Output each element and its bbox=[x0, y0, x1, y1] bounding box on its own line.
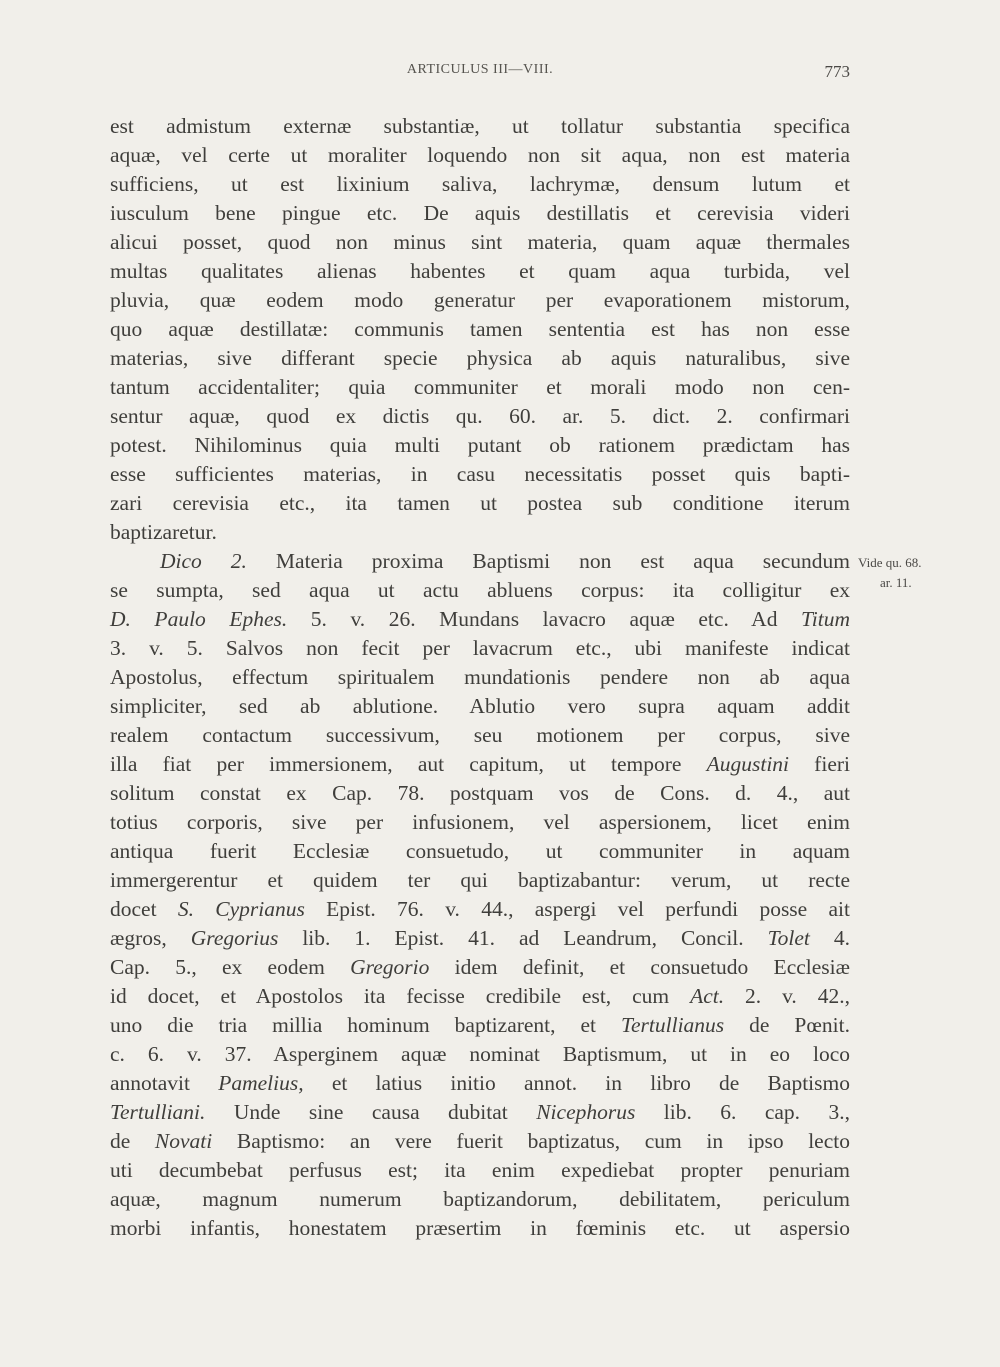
text-line: immergerentur et quidem ter qui baptizabantur: verum, ut recte bbox=[110, 868, 850, 892]
text-line: antiqua fuerit Ecclesiæ consuetudo, ut communiter in aquam bbox=[110, 839, 850, 863]
text-line: id docet, et Apostolos ita fecisse credibile est, cum Act. 2. v. 42., bbox=[110, 984, 850, 1008]
margin-note bbox=[858, 553, 968, 593]
text-line: annotavit Pamelius, et latius initio annot. in libro de Baptismo bbox=[110, 1071, 850, 1095]
text-line: iusculum bene pingue etc. De aquis destillatis et cerevisia videri bbox=[110, 201, 850, 225]
text-line: baptizaretur. bbox=[110, 520, 217, 544]
text-line: quo aquæ destillatæ: communis tamen sententia est has non esse bbox=[110, 317, 850, 341]
body-text bbox=[110, 112, 850, 1243]
page-number: 773 bbox=[824, 62, 850, 81]
text-line: morbi infantis, honestatem præsertim in fœminis etc. ut aspersio bbox=[110, 1216, 850, 1240]
text-line: solitum constat ex Cap. 78. postquam vos de Cons. d. 4., aut bbox=[110, 781, 850, 805]
text-line: tantum accidentaliter; quia communiter et morali modo non cen- bbox=[110, 375, 850, 399]
text-line: Dico 2. Materia proxima Baptismi non est aqua secundum bbox=[160, 549, 850, 573]
text-line: materias, sive differant specie physica ab aquis naturalibus, sive bbox=[110, 346, 850, 370]
text-line: potest. Nihilominus quia multi putant ob rationem prædictam has bbox=[110, 433, 850, 457]
text-line: esse sufficientes materias, in casu necessitatis posset quis bapti- bbox=[110, 462, 850, 486]
text-line: c. 6. v. 37. Asperginem aquæ nominat Baptismum, ut in eo loco bbox=[110, 1042, 850, 1066]
text-line: simpliciter, sed ab ablutione. Ablutio vero supra aquam addit bbox=[110, 694, 850, 718]
text-line: realem contactum successivum, seu motionem per corpus, sive bbox=[110, 723, 850, 747]
running-header bbox=[110, 62, 850, 86]
text-line: docet S. Cyprianus Epist. 76. v. 44., aspergi vel perfundi posse ait bbox=[110, 897, 850, 921]
running-header-title: ARTICULUS III—VIII. bbox=[406, 62, 554, 77]
text-line: ægros, Gregorius lib. 1. Epist. 41. ad Leandrum, Concil. Tolet 4. bbox=[110, 926, 850, 950]
text-line: est admistum externæ substantiæ, ut tollatur substantia specifica bbox=[110, 114, 850, 138]
text-line: zari cerevisia etc., ita tamen ut postea sub conditione iterum bbox=[110, 491, 850, 515]
text-line: illa fiat per immersionem, aut capitum, ut tempore Augustini fieri bbox=[110, 752, 850, 776]
text-line: aquæ, magnum numerum baptizandorum, debilitatem, periculum bbox=[110, 1187, 850, 1211]
text-line: uti decumbebat perfusus est; ita enim expediebat propter penuriam bbox=[110, 1158, 850, 1182]
text-line: sentur aquæ, quod ex dictis qu. 60. ar. 5. dict. 2. confirmari bbox=[110, 404, 850, 428]
margin-note-line: Vide qu. 68. bbox=[858, 555, 922, 570]
margin-note-line: ar. 11. bbox=[880, 575, 912, 590]
text-line: multas qualitates alienas habentes et quam aqua turbida, vel bbox=[110, 259, 850, 283]
text-line: de Novati Baptismo: an vere fuerit baptizatus, cum in ipso lecto bbox=[110, 1129, 850, 1153]
text-line: totius corporis, sive per infusionem, vel aspersionem, licet enim bbox=[110, 810, 850, 834]
text-line: pluvia, quæ eodem modo generatur per evaporationem mistorum, bbox=[110, 288, 850, 312]
text-line: alicui posset, quod non minus sint materia, quam aquæ thermales bbox=[110, 230, 850, 254]
text-line: Apostolus, effectum spiritualem mundationis pendere non ab aqua bbox=[110, 665, 850, 689]
text-line: se sumpta, sed aqua ut actu abluens corpus: ita colligitur ex bbox=[110, 578, 850, 602]
text-line: D. Paulo Ephes. 5. v. 26. Mundans lavacro aquæ etc. Ad Titum bbox=[110, 607, 850, 631]
text-line: 3. v. 5. Salvos non fecit per lavacrum etc., ubi manifeste indicat bbox=[110, 636, 850, 660]
text-line: sufficiens, ut est lixinium saliva, lachrymæ, densum lutum et bbox=[110, 172, 850, 196]
text-line: aquæ, vel certe ut moraliter loquendo non sit aqua, non est materia bbox=[110, 143, 850, 167]
text-line: Cap. 5., ex eodem Gregorio idem definit, et consuetudo Ecclesiæ bbox=[110, 955, 850, 979]
text-line: uno die tria millia hominum baptizarent, et Tertullianus de Pœnit. bbox=[110, 1013, 850, 1037]
text-line: Tertulliani. Unde sine causa dubitat Nicephorus lib. 6. cap. 3., bbox=[110, 1100, 850, 1124]
